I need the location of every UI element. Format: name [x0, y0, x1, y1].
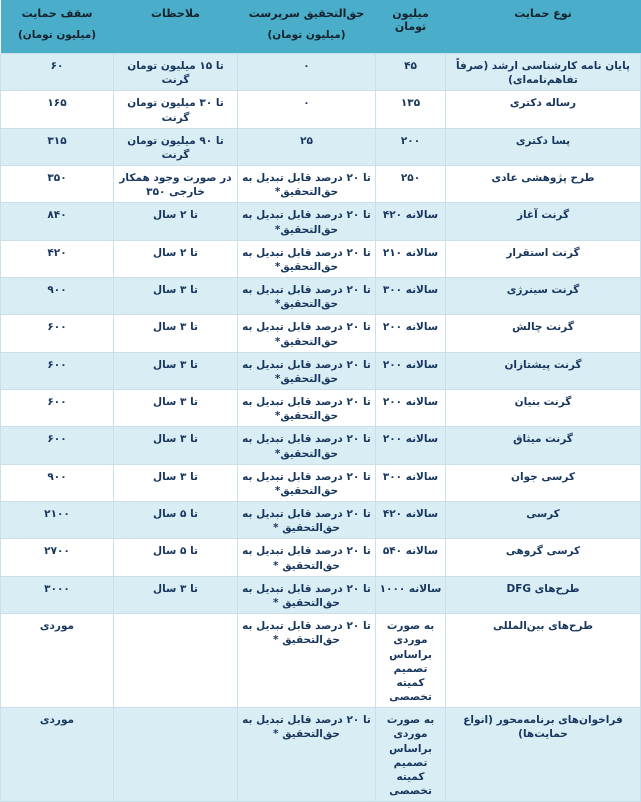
cell-support-type: فراخوان‌های برنامه‌محور (انواع حمایت‌ها): [446, 708, 641, 802]
cell-notes: تا ۳ سال: [114, 390, 238, 427]
grants-support-table: [1, 0, 641, 798]
cell-pi-research-fee: تا ۲۰ درصد قابل تبدیل به حق‌التحقیق*: [238, 166, 376, 203]
cell-amount-million-toman: سالانه ۱۰۰۰: [376, 576, 446, 613]
header-label: سقف حمایت: [21, 7, 93, 20]
cell-notes: تا ۲ سال: [114, 203, 238, 240]
header-label: نوع حمایت: [514, 7, 572, 20]
cell-notes: در صورت وجود همکار خارجی ۳۵۰: [114, 166, 238, 203]
cell-notes: تا ۲ سال: [114, 240, 238, 277]
table-row: [1, 128, 641, 165]
cell-support-cap: ۳۰۰۰: [1, 576, 114, 613]
cell-support-cap: ۳۱۵: [1, 128, 114, 165]
cell-notes: تا ۵ سال: [114, 539, 238, 576]
table-row: [1, 278, 641, 315]
cell-support-type: گرنت پیشتازان: [446, 352, 641, 389]
cell-notes: تا ۳ سال: [114, 352, 238, 389]
cell-amount-million-toman: سالانه ۳۰۰: [376, 278, 446, 315]
cell-notes: تا ۳۰ میلیون تومان گرنت: [114, 91, 238, 128]
cell-amount-million-toman: ۲۵۰: [376, 166, 446, 203]
header-label: ملاحظات: [151, 7, 200, 20]
cell-notes: تا ۳ سال: [114, 576, 238, 613]
table-row: [1, 91, 641, 128]
header-support-cap: [1, 0, 114, 54]
cell-support-cap: موردی: [1, 614, 114, 708]
cell-pi-research-fee: تا ۲۰ درصد قابل تبدیل به حق‌التحقیق *: [238, 539, 376, 576]
cell-amount-million-toman: سالانه ۴۲۰: [376, 203, 446, 240]
cell-pi-research-fee: تا ۲۰ درصد قابل تبدیل به حق‌التحقیق*: [238, 352, 376, 389]
cell-pi-research-fee: تا ۲۰ درصد قابل تبدیل به حق‌التحقیق *: [238, 502, 376, 539]
table-row: [1, 352, 641, 389]
cell-support-cap: ۲۱۰۰: [1, 502, 114, 539]
cell-pi-research-fee: تا ۲۰ درصد قابل تبدیل به حق‌التحقیق*: [238, 315, 376, 352]
table-row: [1, 464, 641, 501]
cell-support-type: کرسی: [446, 502, 641, 539]
cell-amount-million-toman: سالانه ۴۲۰: [376, 502, 446, 539]
cell-support-type: طرح پژوهشی عادی: [446, 166, 641, 203]
cell-support-cap: ۶۰۰: [1, 390, 114, 427]
cell-pi-research-fee: تا ۲۰ درصد قابل تبدیل به حق‌التحقیق*: [238, 278, 376, 315]
cell-support-type: رساله دکتری: [446, 91, 641, 128]
cell-pi-research-fee: تا ۲۰ درصد قابل تبدیل به حق‌التحقیق *: [238, 708, 376, 802]
header-label: حق‌التحقیق سرپرست: [248, 7, 365, 20]
cell-amount-million-toman: سالانه ۲۰۰: [376, 427, 446, 464]
cell-amount-million-toman: سالانه ۲۰۰: [376, 352, 446, 389]
header-label: میلیون تومان: [392, 7, 429, 33]
cell-pi-research-fee: تا ۲۰ درصد قابل تبدیل به حق‌التحقیق*: [238, 390, 376, 427]
cell-support-cap: ۲۷۰۰: [1, 539, 114, 576]
table-row: [1, 166, 641, 203]
cell-notes: تا ۳ سال: [114, 464, 238, 501]
cell-notes: تا ۳ سال: [114, 315, 238, 352]
cell-amount-million-toman: سالانه ۲۰۰: [376, 315, 446, 352]
cell-pi-research-fee: تا ۲۰ درصد قابل تبدیل به حق‌التحقیق*: [238, 240, 376, 277]
cell-support-cap: ۸۴۰: [1, 203, 114, 240]
cell-support-type: پسا دکتری: [446, 128, 641, 165]
cell-support-type: گرنت میثاق: [446, 427, 641, 464]
cell-pi-research-fee: ۰: [238, 54, 376, 91]
cell-amount-million-toman: ۱۳۵: [376, 91, 446, 128]
cell-amount-million-toman: سالانه ۲۱۰: [376, 240, 446, 277]
table-row: [1, 427, 641, 464]
cell-support-type: گرنت استقرار: [446, 240, 641, 277]
header-row: [1, 0, 641, 54]
table-row: [1, 539, 641, 576]
cell-support-cap: ۳۵۰: [1, 166, 114, 203]
header-pi-research-fee: [238, 0, 376, 54]
header-support-type: [446, 0, 641, 54]
cell-notes: تا ۳ سال: [114, 427, 238, 464]
header-notes: [114, 0, 238, 54]
cell-support-type: گرنت سینرژی: [446, 278, 641, 315]
cell-amount-million-toman: ۴۵: [376, 54, 446, 91]
table-body: [1, 54, 641, 802]
cell-support-cap: ۱۶۵: [1, 91, 114, 128]
cell-support-type: کرسی جوان: [446, 464, 641, 501]
cell-support-cap: ۶۰۰: [1, 315, 114, 352]
table-row: [1, 240, 641, 277]
cell-support-cap: موردی: [1, 708, 114, 802]
header-sublabel: (میلیون تومان): [17, 29, 97, 41]
cell-pi-research-fee: ۰: [238, 91, 376, 128]
cell-amount-million-toman: سالانه ۵۴۰: [376, 539, 446, 576]
cell-pi-research-fee: تا ۲۰ درصد قابل تبدیل به حق‌التحقیق *: [238, 614, 376, 708]
cell-support-cap: ۶۰۰: [1, 352, 114, 389]
table-row: [1, 390, 641, 427]
cell-amount-million-toman: به صورت موردی براساس تصمیم کمیته تخصصی: [376, 708, 446, 802]
header-sublabel: (میلیون تومان): [267, 29, 346, 41]
cell-support-cap: ۹۰۰: [1, 464, 114, 501]
cell-support-type: گرنت چالش: [446, 315, 641, 352]
cell-notes: [114, 614, 238, 708]
cell-notes: تا ۳ سال: [114, 278, 238, 315]
cell-amount-million-toman: سالانه ۳۰۰: [376, 464, 446, 501]
cell-support-cap: ۶۰۰: [1, 427, 114, 464]
table-header: [1, 0, 641, 54]
cell-notes: تا ۵ سال: [114, 502, 238, 539]
table-row: [1, 576, 641, 613]
cell-amount-million-toman: به صورت موردی براساس تصمیم کمیته تخصصی: [376, 614, 446, 708]
cell-support-cap: ۶۰: [1, 54, 114, 91]
cell-pi-research-fee: ۲۵: [238, 128, 376, 165]
cell-support-type: گرنت آغاز: [446, 203, 641, 240]
table-row: [1, 315, 641, 352]
table-row: [1, 614, 641, 708]
cell-pi-research-fee: تا ۲۰ درصد قابل تبدیل به حق‌التحقیق *: [238, 576, 376, 613]
header-amount-million-toman: [376, 0, 446, 54]
cell-support-cap: ۴۲۰: [1, 240, 114, 277]
cell-support-type: گرنت بنیان: [446, 390, 641, 427]
cell-support-type: طرح‌های DFG: [446, 576, 641, 613]
table-row: [1, 203, 641, 240]
cell-support-type: پایان نامه کارشناسی ارشد (صرفاً تفاهم‌نامه‌ای): [446, 54, 641, 91]
cell-notes: تا ۹۰ میلیون تومان گرنت: [114, 128, 238, 165]
table-row: [1, 502, 641, 539]
cell-amount-million-toman: ۲۰۰: [376, 128, 446, 165]
cell-pi-research-fee: تا ۲۰ درصد قابل تبدیل به حق‌التحقیق*: [238, 427, 376, 464]
cell-notes: تا ۱۵ میلیون تومان گرنت: [114, 54, 238, 91]
table-row: [1, 54, 641, 91]
table-row: [1, 708, 641, 802]
cell-support-type: طرح‌های بین‌المللی: [446, 614, 641, 708]
cell-support-cap: ۹۰۰: [1, 278, 114, 315]
cell-amount-million-toman: سالانه ۲۰۰: [376, 390, 446, 427]
cell-notes: [114, 708, 238, 802]
cell-pi-research-fee: تا ۲۰ درصد قابل تبدیل به حق‌التحقیق*: [238, 464, 376, 501]
cell-pi-research-fee: تا ۲۰ درصد قابل تبدیل به حق‌التحقیق*: [238, 203, 376, 240]
cell-support-type: کرسی گروهی: [446, 539, 641, 576]
